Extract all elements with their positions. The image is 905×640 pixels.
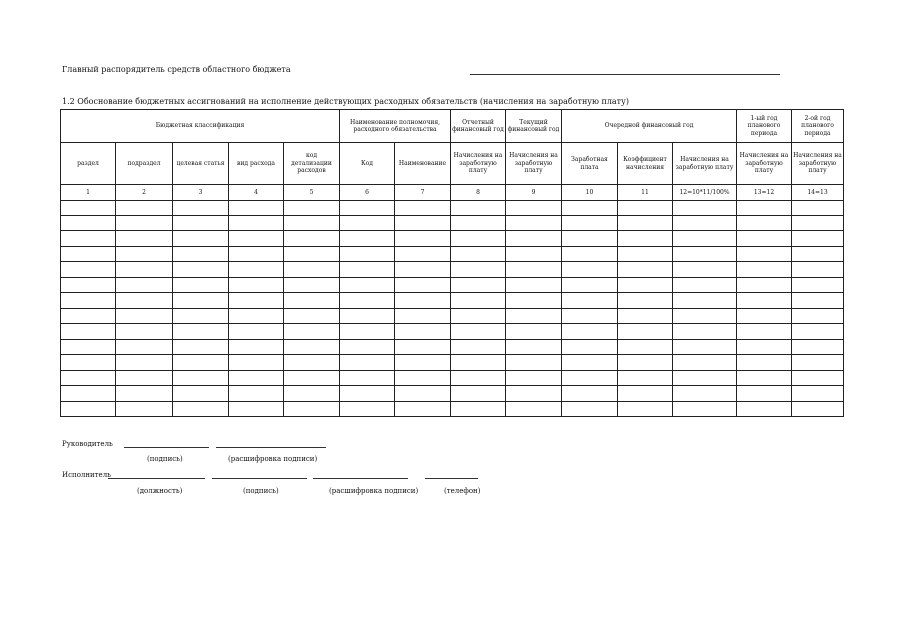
table-cell[interactable] bbox=[229, 216, 284, 231]
table-cell[interactable] bbox=[61, 309, 116, 324]
table-cell[interactable] bbox=[173, 201, 229, 216]
budget-table bbox=[60, 109, 844, 417]
table-cell[interactable] bbox=[395, 386, 451, 402]
header-reporting-year: Отчетный финансовый год bbox=[451, 110, 506, 143]
head-decoding-line[interactable] bbox=[216, 447, 326, 448]
table-cell[interactable] bbox=[284, 216, 340, 231]
sub-header-cell: код детализации расходов bbox=[284, 143, 340, 185]
table-cell[interactable] bbox=[229, 355, 284, 371]
table-cell[interactable] bbox=[673, 231, 737, 247]
table-cell[interactable] bbox=[284, 340, 340, 355]
table-cell[interactable] bbox=[284, 293, 340, 309]
table-cell[interactable] bbox=[618, 340, 673, 355]
table-cell[interactable] bbox=[451, 402, 506, 417]
table-cell[interactable] bbox=[792, 262, 844, 278]
header-current-year: Текущий финансовый год bbox=[506, 110, 562, 143]
table-cell[interactable] bbox=[451, 278, 506, 293]
table-cell[interactable] bbox=[451, 262, 506, 278]
table-cell[interactable] bbox=[340, 278, 395, 293]
header-authority-name: Наименование полномочия, расходного обязательства bbox=[340, 110, 451, 143]
table-cell[interactable] bbox=[340, 324, 395, 340]
table-cell[interactable] bbox=[506, 386, 562, 402]
table-cell[interactable] bbox=[562, 324, 618, 340]
table-cell[interactable] bbox=[340, 262, 395, 278]
table-cell[interactable] bbox=[395, 309, 451, 324]
column-number-cell: 10 bbox=[562, 185, 618, 201]
table-cell[interactable] bbox=[61, 340, 116, 355]
table-cell[interactable] bbox=[284, 262, 340, 278]
table-cell[interactable] bbox=[673, 309, 737, 324]
header-budget-classification: Бюджетная классификация bbox=[61, 110, 340, 143]
table-cell[interactable] bbox=[451, 324, 506, 340]
table-cell[interactable] bbox=[116, 355, 173, 371]
table-cell[interactable] bbox=[173, 262, 229, 278]
table-cell[interactable] bbox=[451, 371, 506, 386]
table-cell[interactable] bbox=[562, 402, 618, 417]
column-number-cell: 5 bbox=[284, 185, 340, 201]
column-number-cell: 14=13 bbox=[792, 185, 844, 201]
table-cell[interactable] bbox=[562, 262, 618, 278]
table-cell[interactable] bbox=[673, 201, 737, 216]
table-cell[interactable] bbox=[792, 386, 844, 402]
table-cell[interactable] bbox=[61, 355, 116, 371]
table-cell[interactable] bbox=[284, 231, 340, 247]
sub-header-cell: подраздел bbox=[116, 143, 173, 185]
table-cell[interactable] bbox=[284, 247, 340, 262]
column-number-cell: 7 bbox=[395, 185, 451, 201]
table-cell[interactable] bbox=[61, 247, 116, 262]
header-plan-year-1: 1-ый год планового периода bbox=[737, 110, 792, 143]
table-cell[interactable] bbox=[229, 324, 284, 340]
table-cell[interactable] bbox=[61, 386, 116, 402]
table-cell[interactable] bbox=[506, 216, 562, 231]
table-cell[interactable] bbox=[673, 216, 737, 231]
table-row bbox=[61, 293, 844, 309]
table-cell[interactable] bbox=[284, 324, 340, 340]
table-cell[interactable] bbox=[737, 355, 792, 371]
table-cell[interactable] bbox=[229, 309, 284, 324]
table-cell[interactable] bbox=[737, 340, 792, 355]
sub-header-cell: Начисления на заработную плату bbox=[792, 143, 844, 185]
table-cell[interactable] bbox=[451, 201, 506, 216]
table-cell[interactable] bbox=[737, 216, 792, 231]
table-cell[interactable] bbox=[673, 293, 737, 309]
table-cell[interactable] bbox=[562, 247, 618, 262]
table-cell[interactable] bbox=[451, 247, 506, 262]
sub-header-cell: Код bbox=[340, 143, 395, 185]
table-cell[interactable] bbox=[229, 293, 284, 309]
table-cell[interactable] bbox=[506, 231, 562, 247]
table-cell[interactable] bbox=[284, 278, 340, 293]
table-cell[interactable] bbox=[395, 262, 451, 278]
table-cell[interactable] bbox=[451, 293, 506, 309]
table-cell[interactable] bbox=[792, 355, 844, 371]
table-cell[interactable] bbox=[506, 402, 562, 417]
table-cell[interactable] bbox=[173, 386, 229, 402]
sub-header-cell: Начисления на заработную плату bbox=[673, 143, 737, 185]
table-row bbox=[61, 309, 844, 324]
table-row bbox=[61, 278, 844, 293]
table-cell[interactable] bbox=[284, 386, 340, 402]
sub-header-row bbox=[61, 143, 844, 185]
table-cell[interactable] bbox=[737, 309, 792, 324]
table-cell[interactable] bbox=[61, 278, 116, 293]
page-title: Главный распорядитель средств областного бюджета bbox=[62, 65, 291, 74]
table-cell[interactable] bbox=[229, 386, 284, 402]
table-cell[interactable] bbox=[284, 201, 340, 216]
table-cell[interactable] bbox=[673, 324, 737, 340]
table-cell[interactable] bbox=[562, 216, 618, 231]
table-cell[interactable] bbox=[173, 324, 229, 340]
column-number-cell: 1 bbox=[61, 185, 116, 201]
table-cell[interactable] bbox=[229, 402, 284, 417]
table-cell[interactable] bbox=[173, 402, 229, 417]
column-number-cell: 8 bbox=[451, 185, 506, 201]
table-row bbox=[61, 386, 844, 402]
table-cell[interactable] bbox=[173, 231, 229, 247]
table-cell[interactable] bbox=[618, 324, 673, 340]
column-number-cell: 4 bbox=[229, 185, 284, 201]
table-row bbox=[61, 216, 844, 231]
table-cell[interactable] bbox=[792, 371, 844, 386]
table-cell[interactable] bbox=[61, 293, 116, 309]
table-cell[interactable] bbox=[618, 216, 673, 231]
table-cell[interactable] bbox=[673, 278, 737, 293]
section-title: 1.2 Обоснование бюджетных ассигнований на исполнение действующих расходных обязательств (начисления на заработную плату) bbox=[62, 97, 629, 106]
table-cell[interactable] bbox=[395, 371, 451, 386]
table-cell[interactable] bbox=[792, 216, 844, 231]
table-cell[interactable] bbox=[737, 324, 792, 340]
head-label: Руководитель bbox=[62, 440, 113, 448]
table-cell[interactable] bbox=[792, 402, 844, 417]
executor-signature-line[interactable] bbox=[212, 478, 307, 479]
table-cell[interactable] bbox=[340, 355, 395, 371]
table-row bbox=[61, 324, 844, 340]
table-cell[interactable] bbox=[562, 371, 618, 386]
table-cell[interactable] bbox=[506, 278, 562, 293]
executor-position-caption: (должность) bbox=[137, 487, 183, 495]
table-cell[interactable] bbox=[562, 231, 618, 247]
column-number-cell: 12=10*11/100% bbox=[673, 185, 737, 201]
table-cell[interactable] bbox=[395, 355, 451, 371]
table-cell[interactable] bbox=[229, 371, 284, 386]
table-cell[interactable] bbox=[618, 247, 673, 262]
table-cell[interactable] bbox=[506, 201, 562, 216]
head-signature-line[interactable] bbox=[124, 447, 209, 448]
table-cell[interactable] bbox=[340, 386, 395, 402]
column-number-cell: 11 bbox=[618, 185, 673, 201]
empty-rows bbox=[61, 201, 844, 417]
table-cell[interactable] bbox=[792, 201, 844, 216]
table-cell[interactable] bbox=[116, 402, 173, 417]
table-cell[interactable] bbox=[395, 247, 451, 262]
table-cell[interactable] bbox=[395, 324, 451, 340]
table-cell[interactable] bbox=[618, 293, 673, 309]
table-cell[interactable] bbox=[562, 278, 618, 293]
sub-header-cell: Начисления на заработную плату bbox=[451, 143, 506, 185]
table-cell[interactable] bbox=[229, 262, 284, 278]
table-cell[interactable] bbox=[618, 402, 673, 417]
table-cell[interactable] bbox=[229, 231, 284, 247]
executor-decoding-caption: (расшифровка подписи) bbox=[329, 487, 419, 495]
table-cell[interactable] bbox=[395, 402, 451, 417]
table-cell[interactable] bbox=[340, 371, 395, 386]
sub-header-cell: Начисления на заработную плату bbox=[506, 143, 562, 185]
table-cell[interactable] bbox=[61, 402, 116, 417]
table-cell[interactable] bbox=[673, 262, 737, 278]
table-cell[interactable] bbox=[451, 231, 506, 247]
table-cell[interactable] bbox=[737, 293, 792, 309]
table-cell[interactable] bbox=[506, 293, 562, 309]
column-number-cell: 3 bbox=[173, 185, 229, 201]
table-cell[interactable] bbox=[673, 371, 737, 386]
table-cell[interactable] bbox=[61, 324, 116, 340]
table-cell[interactable] bbox=[737, 247, 792, 262]
table-cell[interactable] bbox=[173, 355, 229, 371]
table-cell[interactable] bbox=[451, 309, 506, 324]
table-cell[interactable] bbox=[673, 402, 737, 417]
table-cell[interactable] bbox=[61, 262, 116, 278]
table-cell[interactable] bbox=[792, 231, 844, 247]
table-cell[interactable] bbox=[340, 201, 395, 216]
table-cell[interactable] bbox=[116, 216, 173, 231]
table-cell[interactable] bbox=[618, 355, 673, 371]
head-decoding-caption: (расшифровка подписи) bbox=[228, 455, 318, 463]
title-underline bbox=[470, 74, 780, 75]
sub-header-cell: вид расхода bbox=[229, 143, 284, 185]
table-cell[interactable] bbox=[173, 293, 229, 309]
table-cell[interactable] bbox=[506, 247, 562, 262]
sub-header-cell: целевая статья bbox=[173, 143, 229, 185]
table-cell[interactable] bbox=[506, 355, 562, 371]
table-cell[interactable] bbox=[116, 262, 173, 278]
table-cell[interactable] bbox=[395, 231, 451, 247]
table-cell[interactable] bbox=[792, 247, 844, 262]
table-cell[interactable] bbox=[116, 293, 173, 309]
table-cell[interactable] bbox=[340, 231, 395, 247]
table-cell[interactable] bbox=[737, 371, 792, 386]
executor-position-line[interactable] bbox=[108, 478, 205, 479]
table-cell[interactable] bbox=[61, 201, 116, 216]
table-cell[interactable] bbox=[737, 262, 792, 278]
sub-header-cell: раздел bbox=[61, 143, 116, 185]
table-cell[interactable] bbox=[395, 278, 451, 293]
table-cell[interactable] bbox=[506, 309, 562, 324]
table-cell[interactable] bbox=[792, 278, 844, 293]
column-number-cell: 9 bbox=[506, 185, 562, 201]
table-cell[interactable] bbox=[340, 309, 395, 324]
executor-phone-line[interactable] bbox=[425, 478, 478, 479]
sub-header-cell: Наименование bbox=[395, 143, 451, 185]
table-cell[interactable] bbox=[340, 216, 395, 231]
column-number-cell: 2 bbox=[116, 185, 173, 201]
column-number-row bbox=[61, 185, 844, 201]
table-cell[interactable] bbox=[116, 371, 173, 386]
table-cell[interactable] bbox=[506, 262, 562, 278]
table-cell[interactable] bbox=[173, 309, 229, 324]
table-cell[interactable] bbox=[395, 216, 451, 231]
head-signature-caption: (подпись) bbox=[147, 455, 183, 463]
table-cell[interactable] bbox=[792, 340, 844, 355]
table-cell[interactable] bbox=[116, 340, 173, 355]
table-cell[interactable] bbox=[618, 262, 673, 278]
group-header-row bbox=[61, 110, 844, 143]
table-row bbox=[61, 262, 844, 278]
table-cell[interactable] bbox=[792, 324, 844, 340]
table-cell[interactable] bbox=[284, 355, 340, 371]
table-cell[interactable] bbox=[116, 278, 173, 293]
header-next-year: Очередной финансовый год bbox=[562, 110, 737, 143]
table-cell[interactable] bbox=[451, 386, 506, 402]
table-cell[interactable] bbox=[116, 201, 173, 216]
table-cell[interactable] bbox=[173, 247, 229, 262]
table-cell[interactable] bbox=[340, 402, 395, 417]
table-cell[interactable] bbox=[173, 216, 229, 231]
sub-header-cell: Коэффициент начисления bbox=[618, 143, 673, 185]
table-cell[interactable] bbox=[506, 371, 562, 386]
table-cell[interactable] bbox=[618, 278, 673, 293]
table-cell[interactable] bbox=[116, 324, 173, 340]
table-cell[interactable] bbox=[618, 371, 673, 386]
table-cell[interactable] bbox=[618, 201, 673, 216]
table-cell[interactable] bbox=[395, 293, 451, 309]
table-cell[interactable] bbox=[506, 340, 562, 355]
table-cell[interactable] bbox=[340, 247, 395, 262]
table-cell[interactable] bbox=[395, 340, 451, 355]
table-cell[interactable] bbox=[792, 309, 844, 324]
column-number-cell: 13=12 bbox=[737, 185, 792, 201]
table-cell[interactable] bbox=[61, 231, 116, 247]
table-cell[interactable] bbox=[340, 293, 395, 309]
table-row bbox=[61, 340, 844, 355]
table-cell[interactable] bbox=[562, 386, 618, 402]
table-cell[interactable] bbox=[451, 216, 506, 231]
table-cell[interactable] bbox=[284, 402, 340, 417]
table-cell[interactable] bbox=[451, 355, 506, 371]
table-cell[interactable] bbox=[61, 371, 116, 386]
header-plan-year-2: 2-ой год планового периода bbox=[792, 110, 844, 143]
table-cell[interactable] bbox=[737, 278, 792, 293]
table-cell[interactable] bbox=[173, 340, 229, 355]
table-cell[interactable] bbox=[61, 216, 116, 231]
table-cell[interactable] bbox=[792, 293, 844, 309]
table-cell[interactable] bbox=[451, 340, 506, 355]
table-cell[interactable] bbox=[506, 324, 562, 340]
executor-phone-caption: (телефон) bbox=[444, 487, 481, 495]
table-cell[interactable] bbox=[618, 386, 673, 402]
table-row bbox=[61, 247, 844, 262]
executor-label: Исполнитель bbox=[62, 471, 111, 479]
table-cell[interactable] bbox=[737, 201, 792, 216]
table-cell[interactable] bbox=[173, 371, 229, 386]
table-cell[interactable] bbox=[562, 293, 618, 309]
table-cell[interactable] bbox=[673, 386, 737, 402]
table-cell[interactable] bbox=[173, 278, 229, 293]
table-cell[interactable] bbox=[229, 278, 284, 293]
table-row bbox=[61, 371, 844, 386]
table-cell[interactable] bbox=[284, 371, 340, 386]
sub-header-cell: Заработная плата bbox=[562, 143, 618, 185]
table-cell[interactable] bbox=[116, 247, 173, 262]
table-cell[interactable] bbox=[340, 340, 395, 355]
table-cell[interactable] bbox=[395, 201, 451, 216]
table-cell[interactable] bbox=[737, 386, 792, 402]
sub-header-cell: Начисления на заработную плату bbox=[737, 143, 792, 185]
table-cell[interactable] bbox=[229, 247, 284, 262]
table-cell[interactable] bbox=[618, 231, 673, 247]
table-row bbox=[61, 201, 844, 216]
executor-decoding-line[interactable] bbox=[313, 478, 408, 479]
table-cell[interactable] bbox=[618, 309, 673, 324]
table-cell[interactable] bbox=[737, 402, 792, 417]
table-cell[interactable] bbox=[562, 340, 618, 355]
table-cell[interactable] bbox=[284, 309, 340, 324]
executor-signature-caption: (подпись) bbox=[243, 487, 279, 495]
table-row bbox=[61, 231, 844, 247]
table-row bbox=[61, 355, 844, 371]
table-cell[interactable] bbox=[229, 201, 284, 216]
table-cell[interactable] bbox=[116, 386, 173, 402]
table-cell[interactable] bbox=[116, 231, 173, 247]
table-cell[interactable] bbox=[562, 309, 618, 324]
table-row bbox=[61, 402, 844, 417]
table-cell[interactable] bbox=[229, 340, 284, 355]
table-cell[interactable] bbox=[562, 201, 618, 216]
table-cell[interactable] bbox=[562, 355, 618, 371]
table-cell[interactable] bbox=[673, 247, 737, 262]
column-number-cell: 6 bbox=[340, 185, 395, 201]
table-cell[interactable] bbox=[673, 355, 737, 371]
table-cell[interactable] bbox=[737, 231, 792, 247]
table-cell[interactable] bbox=[116, 309, 173, 324]
table-cell[interactable] bbox=[673, 340, 737, 355]
